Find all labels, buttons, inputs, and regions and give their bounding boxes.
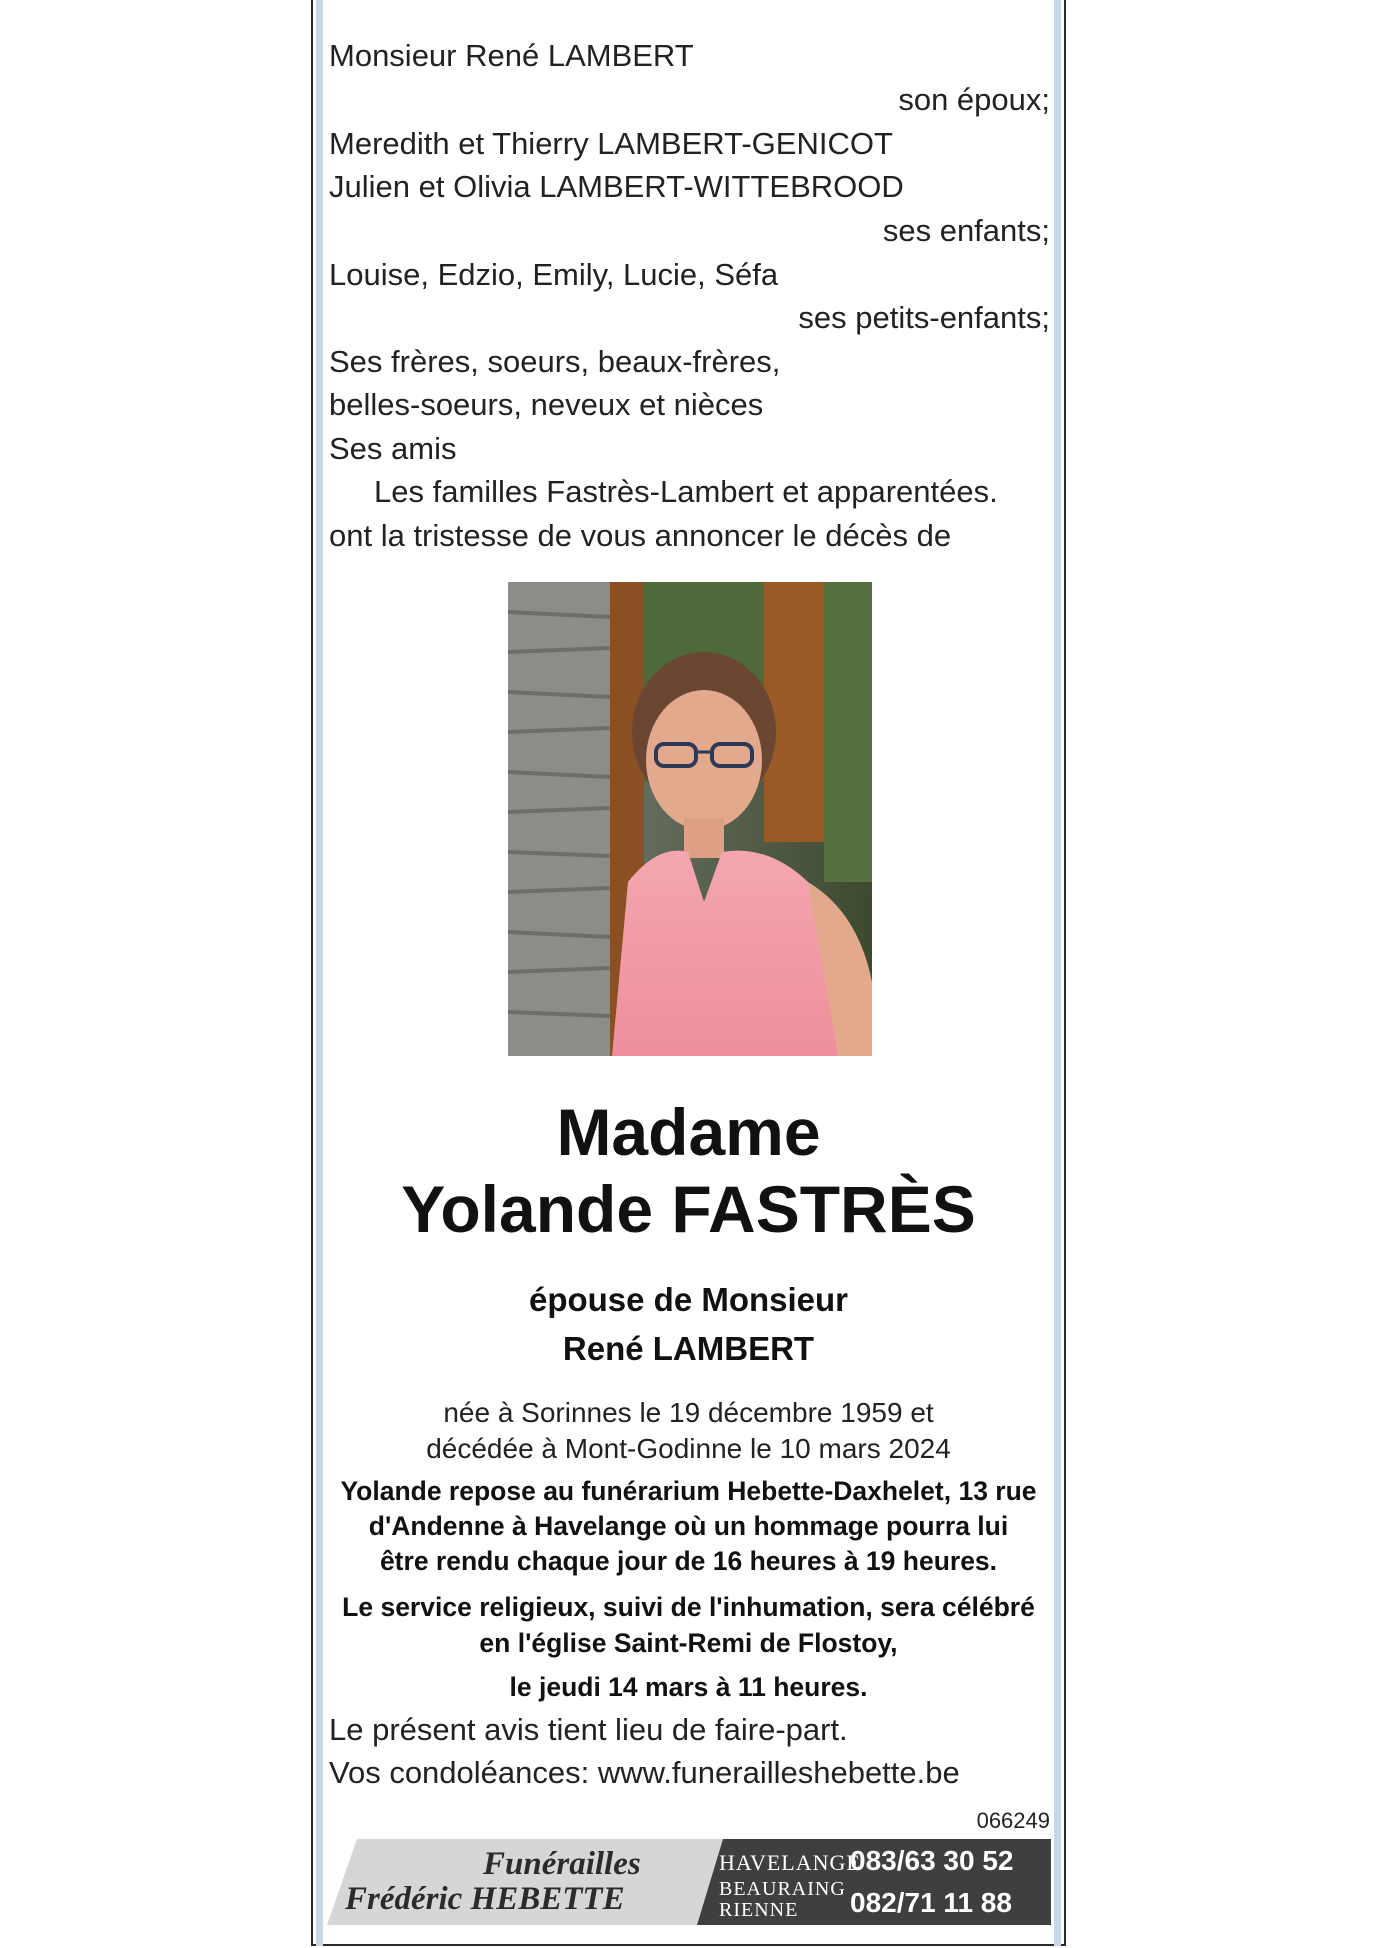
repose-line-1: Yolande repose au funérarium Hebette-Daxhelet, 13 rue bbox=[340, 1476, 1037, 1506]
service-line-1: Le service religieux, suivi de l'inhumation, sera célébré bbox=[342, 1592, 1035, 1622]
death-line: décédée à Mont-Godinne le 10 mars 2024 bbox=[426, 1433, 951, 1464]
service-line-3: le jeudi 14 mars à 11 heures. bbox=[509, 1672, 868, 1702]
service-line-2: en l'église Saint-Remi de Flostoy, bbox=[479, 1628, 898, 1658]
right-accent-bar bbox=[1054, 0, 1061, 1946]
repose-line-2: d'Andenne à Havelange où un hommage pourra lui bbox=[368, 1511, 1009, 1541]
deceased-title: Madame bbox=[556, 1095, 821, 1169]
children-role: ses enfants; bbox=[882, 213, 1050, 248]
spouse-role: son époux; bbox=[898, 82, 1050, 117]
birth-line: née à Sorinnes le 19 décembre 1959 et bbox=[443, 1397, 934, 1428]
repose-line-3: être rendu chaque jour de 16 heures à 19 heures. bbox=[379, 1546, 998, 1576]
funeral-home-name-2: Frédéric HEBETTE bbox=[345, 1881, 625, 1917]
reference-number: 066249 bbox=[976, 1808, 1050, 1833]
place-beauraing: BEAURAING bbox=[719, 1878, 846, 1900]
friends: Ses amis bbox=[329, 431, 457, 466]
condolences-line: Vos condoléances: www.funerailleshebette.be bbox=[329, 1755, 960, 1790]
funeral-home-name-1: Funérailles bbox=[483, 1846, 641, 1882]
child-line-2: Julien et Olivia LAMBERT-WITTEBROOD bbox=[329, 169, 904, 204]
announcement: ont la tristesse de vous annoncer le décès de bbox=[329, 518, 952, 553]
phone-beauraing: 082/71 11 88 bbox=[850, 1887, 1012, 1918]
child-line-1: Meredith et Thierry LAMBERT-GENICOT bbox=[329, 126, 893, 161]
portrait-photo bbox=[508, 582, 872, 1056]
left-accent-bar bbox=[316, 0, 323, 1946]
siblings-line-2: belles-soeurs, neveux et nièces bbox=[329, 387, 764, 422]
spouse-line-1: épouse de Monsieur bbox=[528, 1281, 849, 1318]
siblings-line-1: Ses frères, soeurs, beaux-frères, bbox=[329, 344, 781, 379]
spouse-name: Monsieur René LAMBERT bbox=[329, 38, 694, 73]
grandchildren-role: ses petits-enfants; bbox=[798, 300, 1050, 335]
deceased-name: Yolande FASTRÈS bbox=[401, 1172, 976, 1246]
grandchildren: Louise, Edzio, Emily, Lucie, Séfa bbox=[329, 257, 779, 292]
spouse-line-2: René LAMBERT bbox=[562, 1330, 815, 1367]
place-havelange: HAVELANGE bbox=[719, 1850, 861, 1875]
phone-havelange: 083/63 30 52 bbox=[850, 1845, 1014, 1876]
place-rienne: RIENNE bbox=[719, 1899, 799, 1921]
families-line: Les familles Fastrès-Lambert et apparentées. bbox=[374, 474, 998, 509]
notice-line: Le présent avis tient lieu de faire-part. bbox=[329, 1712, 848, 1747]
